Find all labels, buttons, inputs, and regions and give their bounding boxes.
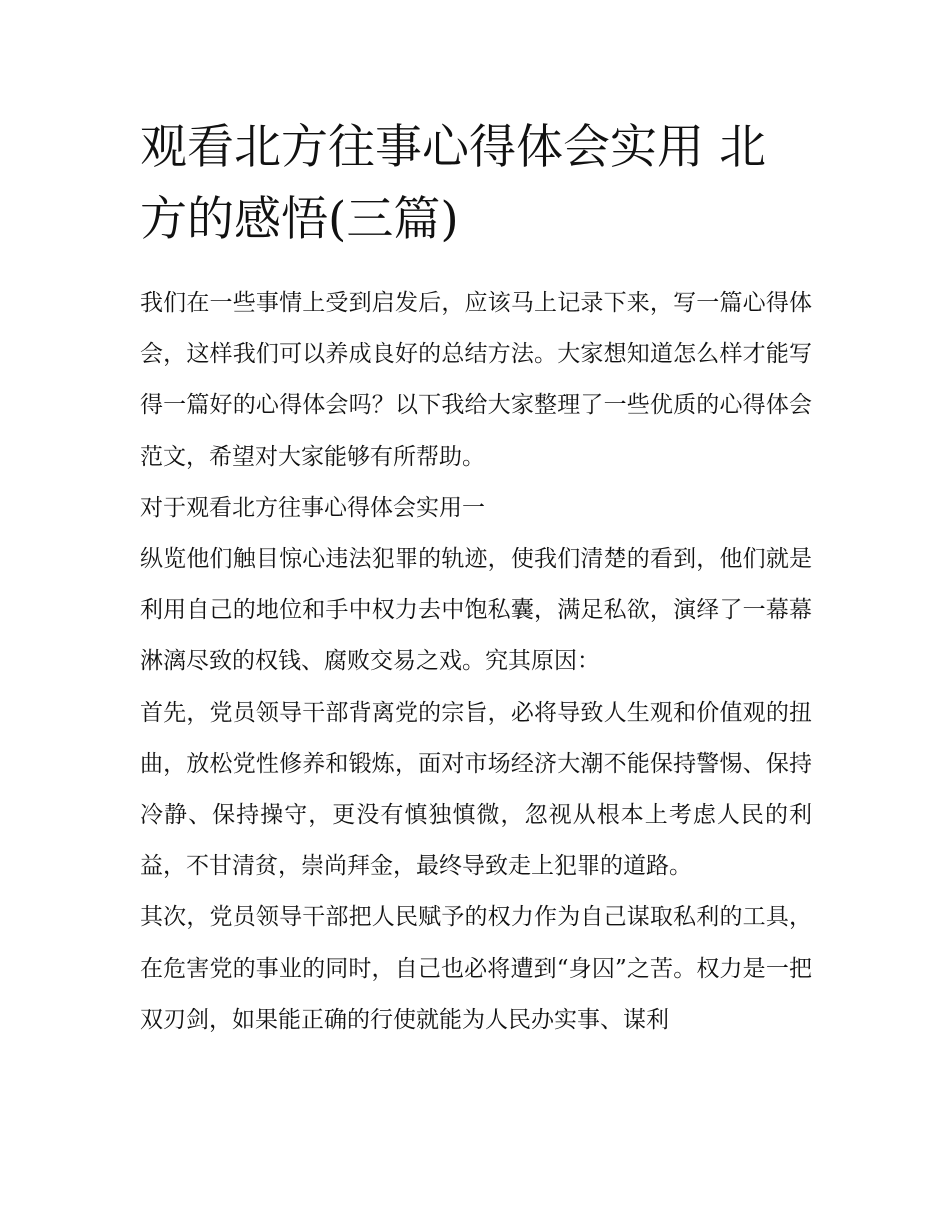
paragraph-second-reason: 其次，党员领导干部把人民赋予的权力作为自己谋取私利的工具，在危害党的事业的同时，自己也必将遭到“身囚”之苦。权力是一把双刃剑，如果能正确的行使就能为人民办实事、谋利 <box>140 904 812 1033</box>
paragraph-section-heading: 对于观看北方往事心得体会实用一 <box>140 494 485 521</box>
document-page <box>140 112 812 1046</box>
paragraph-first-reason: 首先，党员领导干部背离党的宗旨，必将导致人生观和价值观的扭曲，放松党性修养和锻炼，面对市场经济大潮不能保持警惕、保持冷静、保持操守，更没有慎独慎微，忽视从根本上考虑人民的利益，不甘清贫，崇尚拜金，最终导致走上犯罪的道路。 <box>140 699 812 880</box>
paragraph-overview: 纵览他们触目惊心违法犯罪的轨迹，使我们清楚的看到，他们就是利用自己的地位和手中权力去中饱私囊，满足私欲，演绎了一幕幕淋漓尽致的权钱、腐败交易之戏。究其原因： <box>140 546 812 675</box>
document-title: 观看北方往事心得体会实用 北方的感悟(三篇) <box>140 120 766 247</box>
paragraph-intro: 我们在一些事情上受到启发后，应该马上记录下来，写一篇心得体会，这样我们可以养成良好的总结方法。大家想知道怎么样才能写得一篇好的心得体会吗？以下我给大家整理了一些优质的心得体会范文，希望对大家能够有所帮助。 <box>140 290 812 470</box>
